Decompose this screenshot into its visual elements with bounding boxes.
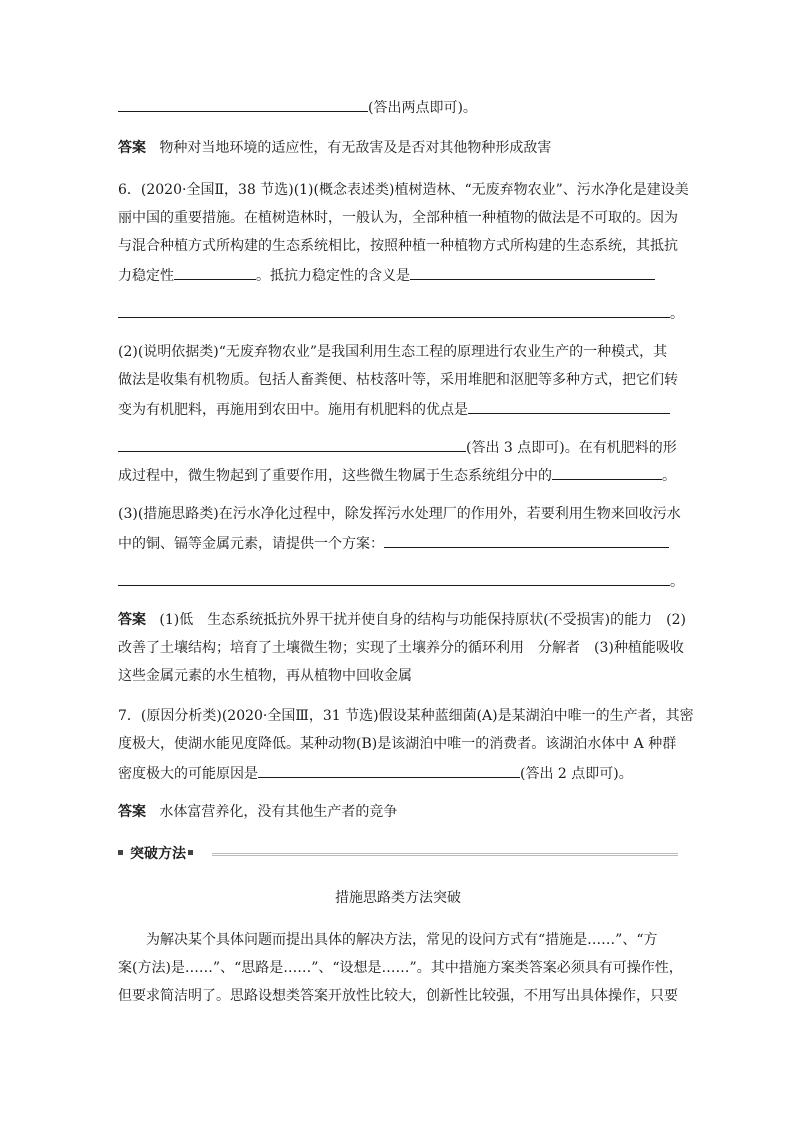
end-mark: 。: [670, 306, 684, 322]
answer-blank[interactable]: [118, 570, 670, 586]
q6-part2-line-1: (2)(说明依据类)“无废弃物农业”是我国利用生态工程的原理进行农业生产的一种模式，其: [118, 344, 668, 360]
q6-text: 变为有机肥料，再施用到农田中。施用有机肥料的优点是: [118, 402, 468, 418]
answer-blank[interactable]: [468, 398, 670, 414]
q7-line-3: [118, 762, 678, 784]
answer-block-6-line-1: [118, 610, 686, 630]
q6-part2-line-5: [118, 464, 678, 486]
answer-blank[interactable]: [118, 302, 670, 318]
answer-blank[interactable]: [118, 436, 466, 452]
q6-part3-line-2: [118, 532, 678, 554]
q6-line-2: 丽中国的重要措施。在植树造林时，一般认为，全部种植一种植物的做法是不可取的。因为: [118, 210, 678, 226]
section-header: [118, 845, 678, 863]
method-line-3: 但要求简洁明了。思路设想类答案开放性比较大，创新性比较强，不用写出具体操作，只要: [118, 988, 678, 1004]
answer-label: 答案: [118, 140, 146, 156]
q6-part2-line-4: [118, 436, 678, 458]
q6-text: (答出 3 点即可)。在有机肥料的形: [466, 440, 677, 456]
q7-text: 密度极大的可能原因是: [118, 766, 258, 782]
answer-text: (1)低 生态系统抵抗外界干扰并使自身的结构与功能保持原状(不受损害)的能力 (2): [159, 612, 686, 628]
q6-text: 力稳定性: [118, 268, 174, 284]
answer-text: 水体富营养化，没有其他生产者的竞争: [159, 804, 398, 820]
q7-text: (答出 2 点即可)。: [520, 766, 633, 782]
q6-text: 。抵抗力稳定性的含义是: [256, 268, 410, 284]
answer-blank[interactable]: [118, 96, 368, 112]
q6-line-3: 与混合种植方式所构建的生态系统相比，按照种植一种植物方式所构建的生态系统，其抵抗: [118, 238, 678, 254]
method-heading: 措施思路类方法突破: [335, 890, 461, 906]
answer-block-5: [118, 138, 678, 158]
end-mark: 。: [670, 574, 684, 590]
q6-text: 中的铜、镉等金属元素，请提供一个方案：: [118, 536, 384, 552]
q7-line-1: 7．(原因分析类)(2020·全国Ⅲ，31 节选)假设某种蓝细菌(A)是某湖泊中唯一的生产者，其密: [118, 708, 694, 724]
q6-part3-line-3: [118, 570, 684, 592]
answer-label: 答案: [118, 804, 146, 820]
answer-blank[interactable]: [258, 762, 520, 778]
method-line-2: 案(方法)是……”、“思路是……”、“设想是……”。其中措施方案类答案必须具有可操作性，: [118, 960, 683, 976]
q6-part3-line-1: (3)(措施思路类)在污水净化过程中，除发挥污水处理厂的作用外，若要利用生物来回收污水: [118, 506, 681, 522]
square-bullet-icon: [188, 850, 193, 855]
q6-line-1: 6．(2020·全国Ⅱ，38 节选)(1)(概念表述类)植树造林、“无废弃物农业”、污水净化是建设美: [118, 182, 689, 198]
section-title: 突破方法: [130, 846, 186, 862]
answer-block-6-line-3: 这些金属元素的水生植物，再从植物中回收金属: [118, 668, 412, 684]
answer-label: 答案: [118, 612, 146, 628]
q7-line-2: 度极大，使湖水能见度降低。某种动物(B)是该湖泊中唯一的消费者。该湖泊水体中 A 种群: [118, 736, 677, 752]
q6-line-4: [118, 264, 678, 286]
answer-blank[interactable]: [552, 464, 662, 480]
end-mark: 。: [662, 468, 676, 484]
answer-text: 物种对当地环境的适应性，有无敌害及是否对其他物种形成敌害: [159, 140, 552, 156]
answer-blank[interactable]: [384, 532, 669, 548]
answer-block-6-line-2: 改善了土壤结构；培育了土壤微生物；实现了土壤养分的循环利用 分解者 (3)种植能吸收: [118, 640, 684, 656]
answer-hint: (答出两点即可)。: [368, 100, 477, 116]
square-bullet-icon: [118, 850, 123, 855]
answer-blank[interactable]: [174, 264, 256, 280]
answer-blank[interactable]: [410, 264, 655, 280]
q6-line-5: [118, 302, 684, 324]
method-line-1: 为解决某个具体问题而提出具体的解决方法，常见的设问方式有“措施是……”、“方: [146, 932, 658, 948]
section-divider: [212, 853, 678, 856]
q6-part2-line-3: [118, 398, 678, 420]
answer-block-7: [118, 802, 678, 822]
q6-text: 成过程中，微生物起到了重要作用，这些微生物属于生态系统组分中的: [118, 468, 552, 484]
q6-part2-line-2: 做法是收集有机物质。包括人畜粪便、枯枝落叶等，采用堆肥和沤肥等多种方式，把它们转: [118, 372, 678, 388]
q5-answer-line: [118, 96, 678, 118]
